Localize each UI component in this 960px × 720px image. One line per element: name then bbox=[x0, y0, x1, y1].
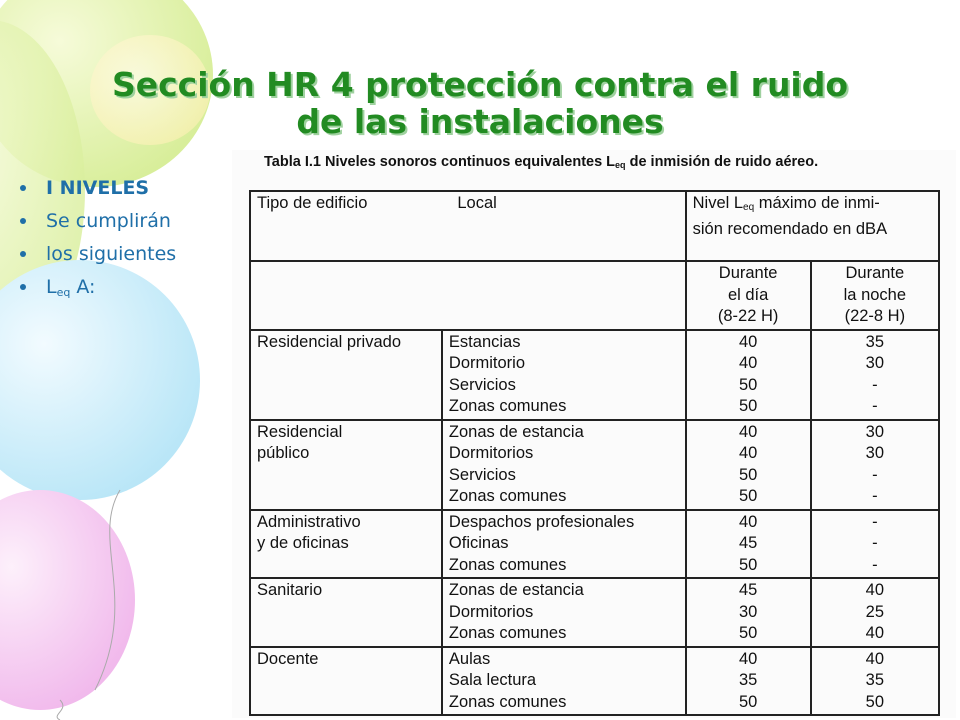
tipo-cell: Docente bbox=[250, 647, 442, 716]
tipo-cell: Residencial privado bbox=[250, 330, 442, 420]
tipo-cell: Administrativo y de oficinas bbox=[250, 510, 442, 579]
table-row bbox=[250, 420, 939, 510]
local-cell: Estancias Dormitorio Servicios Zonas comunes bbox=[442, 330, 686, 420]
tipo-cell: Sanitario bbox=[250, 578, 442, 647]
table-row bbox=[250, 510, 939, 579]
table-row bbox=[250, 647, 939, 716]
slide-title-line1: Sección HR 4 protección contra el ruido bbox=[111, 65, 849, 104]
table-header-row bbox=[250, 191, 939, 261]
table-caption: Tabla I.1 Niveles sonoros continuos equivalentes $L_{eq}$ de inmisión de ruido aéreo. bbox=[264, 154, 819, 170]
bullet-item: los siguientes bbox=[18, 240, 176, 273]
scanned-table-image bbox=[232, 150, 956, 718]
local-cell: Zonas de estancia Dormitorios Servicios Zonas comunes bbox=[442, 420, 686, 510]
table-row bbox=[250, 330, 939, 420]
header-nivel: Nivel Leq máximo de inmi- sión recomendado en dBA bbox=[686, 191, 939, 261]
table-row bbox=[250, 578, 939, 647]
noche-cell: - - - bbox=[811, 510, 939, 579]
dia-cell: 40 40 50 50 bbox=[686, 420, 811, 510]
slide-title-line2: de las instalaciones bbox=[296, 102, 664, 141]
local-cell: Zonas de estancia Dormitorios Zonas comunes bbox=[442, 578, 686, 647]
header-dia: Durante el día (8-22 H) bbox=[686, 261, 811, 330]
bullet-item: I NIVELES bbox=[18, 174, 176, 207]
bullet-item: $L_{eq}$ A: bbox=[18, 273, 176, 306]
local-cell: Despachos profesionales Oficinas Zonas comunes bbox=[442, 510, 686, 579]
noise-levels-table bbox=[249, 190, 940, 716]
dia-cell: 45 30 50 bbox=[686, 578, 811, 647]
table-subheader-row bbox=[250, 261, 939, 330]
local-cell: Aulas Sala lectura Zonas comunes bbox=[442, 647, 686, 716]
tipo-cell: Residencial público bbox=[250, 420, 442, 510]
empty-cell bbox=[250, 261, 686, 330]
dia-cell: 40 40 50 50 bbox=[686, 330, 811, 420]
noche-cell: 30 30 - - bbox=[811, 420, 939, 510]
header-noche: Durante la noche (22-8 H) bbox=[811, 261, 939, 330]
bullet-list bbox=[18, 174, 176, 306]
noche-cell: 40 35 50 bbox=[811, 647, 939, 716]
dia-cell: 40 45 50 bbox=[686, 510, 811, 579]
header-tipo-local: Tipo de edificio Local bbox=[250, 191, 686, 261]
noche-cell: 35 30 - - bbox=[811, 330, 939, 420]
noche-cell: 40 25 40 bbox=[811, 578, 939, 647]
dia-cell: 40 35 50 bbox=[686, 647, 811, 716]
slide-title bbox=[20, 66, 940, 140]
bullet-item: Se cumplirán bbox=[18, 207, 176, 240]
